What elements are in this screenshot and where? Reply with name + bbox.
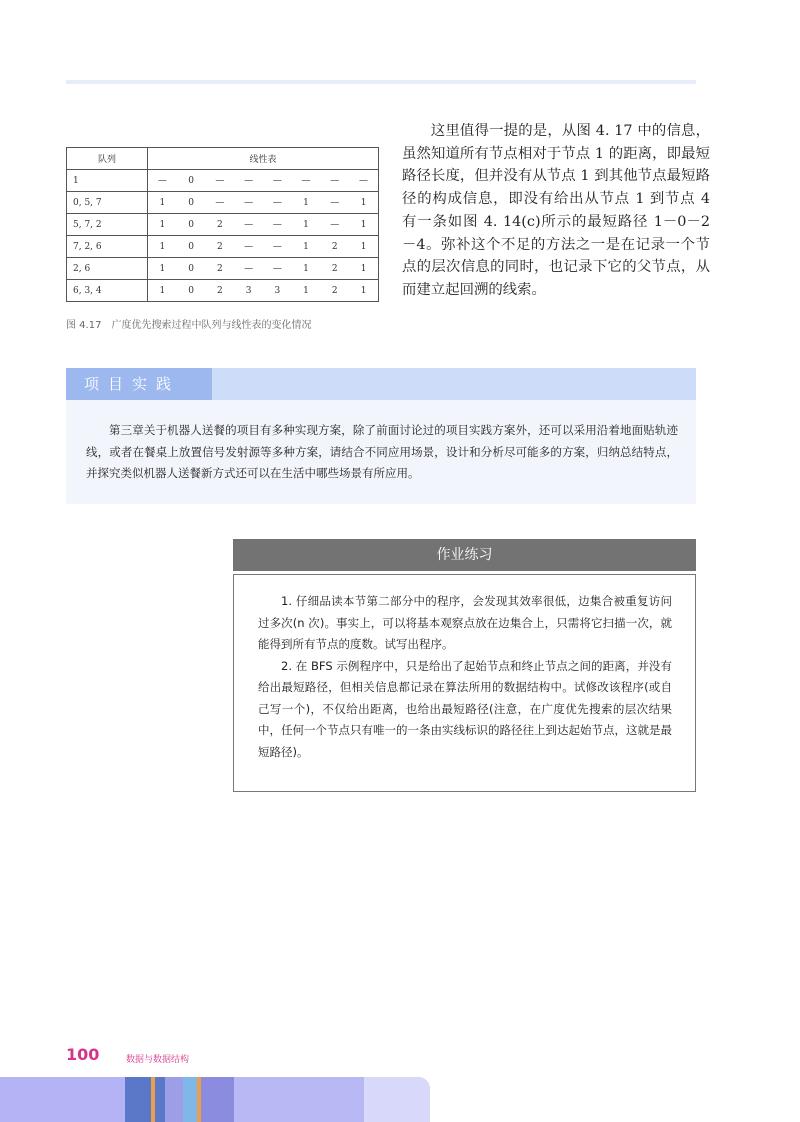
top-rule bbox=[66, 80, 696, 84]
linear-cell: — bbox=[320, 214, 349, 236]
linear-cell: 1 bbox=[148, 192, 177, 214]
linear-cell: — bbox=[292, 170, 321, 192]
linear-cell: — bbox=[148, 170, 177, 192]
right-paragraph: 这里值得一提的是，从图 4. 17 中的信息，虽然知道所有节点相对于节点 1 的距离，即最短路径长度，但并没有从节点 1 到其他节点最短路径的构成信息，即没有给出从节点 1 到节点 4 有一条如图 4. 14(c)所示的最短路径 1－0－2－4。弥补这个不足的方法之一是在记录一个节点的层次信息的同时，也记录下它的父节点，从而建立起回溯的线索。 bbox=[402, 123, 710, 298]
linear-cell: 3 bbox=[234, 280, 263, 302]
linear-cell: 1 bbox=[292, 214, 321, 236]
linear-cell: 0 bbox=[177, 192, 206, 214]
linear-cell: 1 bbox=[148, 214, 177, 236]
linear-cell: 2 bbox=[206, 280, 235, 302]
queue-cell: 2, 6 bbox=[67, 258, 148, 280]
linear-cell: 0 bbox=[177, 280, 206, 302]
table-row bbox=[67, 214, 379, 236]
linear-cell: 1 bbox=[292, 192, 321, 214]
linear-cell: — bbox=[234, 170, 263, 192]
figure-caption: 图 4.17 广度优先搜索过程中队列与线性表的变化情况 bbox=[66, 320, 312, 331]
exercise-box bbox=[233, 574, 696, 792]
linear-cell: 0 bbox=[177, 170, 206, 192]
linear-cell: 2 bbox=[206, 236, 235, 258]
linear-cell: — bbox=[263, 214, 292, 236]
linear-cell: 2 bbox=[320, 258, 349, 280]
linear-cell: 1 bbox=[148, 280, 177, 302]
exercise-item-1: 1. 仔细品读本节第二部分中的程序，会发现其效率很低，边集合被重复访问过多次(n 次)。事实上，可以将基本观察点放在边集合上，只需将它扫描一次，就能得到所有节点的度数。试写出程序。 bbox=[258, 594, 672, 651]
linear-cell: — bbox=[320, 192, 349, 214]
project-title: 项目实践 bbox=[66, 368, 212, 400]
linear-cell: — bbox=[263, 170, 292, 192]
linear-cell: 1 bbox=[292, 280, 321, 302]
table-row bbox=[67, 258, 379, 280]
page-number: 100 bbox=[66, 1045, 100, 1064]
linear-cell: 1 bbox=[349, 192, 378, 214]
table-row bbox=[67, 170, 379, 192]
footer-band bbox=[0, 1077, 430, 1122]
table-row bbox=[67, 236, 379, 258]
linear-cell: — bbox=[206, 170, 235, 192]
linear-cell: — bbox=[349, 170, 378, 192]
linear-cell: — bbox=[234, 192, 263, 214]
linear-cell: 2 bbox=[320, 280, 349, 302]
linear-cell: 0 bbox=[177, 258, 206, 280]
linear-cell: — bbox=[263, 258, 292, 280]
linear-cell: 1 bbox=[292, 236, 321, 258]
table-row bbox=[67, 192, 379, 214]
footer-stripe bbox=[125, 1077, 151, 1122]
book-title: 数据与数据结构 bbox=[126, 1055, 190, 1065]
exercise-item-2: 2. 在 BFS 示例程序中，只是给出了起始节点和终止节点之间的距离，并没有给出最短路径，但相关信息都记录在算法所用的数据结构中。试修改该程序(或自己写一个)，不仅给出距离，也给出最短路径(注意，在广度优先搜索的层次结果中，任何一个节点只有唯一的一条由实线标识的路径往上到达起始节点，这就是最短路径)。 bbox=[258, 658, 672, 759]
linear-cell: 1 bbox=[148, 236, 177, 258]
project-box bbox=[66, 400, 696, 504]
footer-stripe bbox=[201, 1077, 234, 1122]
footer-stripe bbox=[183, 1077, 197, 1122]
linear-cell: — bbox=[263, 236, 292, 258]
linear-cell: 1 bbox=[292, 258, 321, 280]
linear-cell: — bbox=[263, 192, 292, 214]
project-title-bar bbox=[66, 368, 696, 400]
queue-cell: 1 bbox=[67, 170, 148, 192]
linear-cell: — bbox=[206, 192, 235, 214]
linear-cell: — bbox=[320, 170, 349, 192]
queue-cell: 7, 2, 6 bbox=[67, 236, 148, 258]
linear-cell: 0 bbox=[177, 236, 206, 258]
exercise-title: 作业练习 bbox=[233, 539, 696, 571]
footer-stripe bbox=[234, 1077, 364, 1122]
footer-stripe bbox=[155, 1077, 165, 1122]
linear-cell: 2 bbox=[206, 258, 235, 280]
linear-cell: 3 bbox=[263, 280, 292, 302]
linear-cell: — bbox=[234, 236, 263, 258]
linear-cell: 2 bbox=[206, 214, 235, 236]
table-header-row bbox=[67, 148, 379, 170]
queue-cell: 5, 7, 2 bbox=[67, 214, 148, 236]
queue-cell: 6, 3, 4 bbox=[67, 280, 148, 302]
header-queue: 队列 bbox=[67, 148, 148, 170]
project-text: 第三章关于机器人送餐的项目有多种实现方案，除了前面讨论过的项目实践方案外，还可以采用沿着地面贴轨迹线，或者在餐桌上放置信号发射源等多种方案，请结合不同应用场景，设计和分析尽可能多的方案，归纳总结特点，并探究类似机器人送餐新方式还可以在生活中哪些场景有所应用。 bbox=[86, 423, 678, 480]
linear-cell: 1 bbox=[349, 280, 378, 302]
queue-cell: 0, 5, 7 bbox=[67, 192, 148, 214]
linear-cell: 1 bbox=[148, 258, 177, 280]
footer-stripe bbox=[165, 1077, 183, 1122]
bfs-table bbox=[66, 147, 379, 302]
footer-stripe bbox=[364, 1077, 430, 1122]
linear-cell: 1 bbox=[349, 236, 378, 258]
linear-cell: 1 bbox=[349, 258, 378, 280]
footer-stripe bbox=[0, 1077, 125, 1122]
linear-cell: — bbox=[234, 258, 263, 280]
table-row bbox=[67, 280, 379, 302]
linear-cell: 2 bbox=[320, 236, 349, 258]
exercise-list bbox=[258, 591, 672, 763]
linear-cell: 0 bbox=[177, 214, 206, 236]
linear-cell: — bbox=[234, 214, 263, 236]
linear-cell: 1 bbox=[349, 214, 378, 236]
header-linear: 线性表 bbox=[148, 148, 379, 170]
